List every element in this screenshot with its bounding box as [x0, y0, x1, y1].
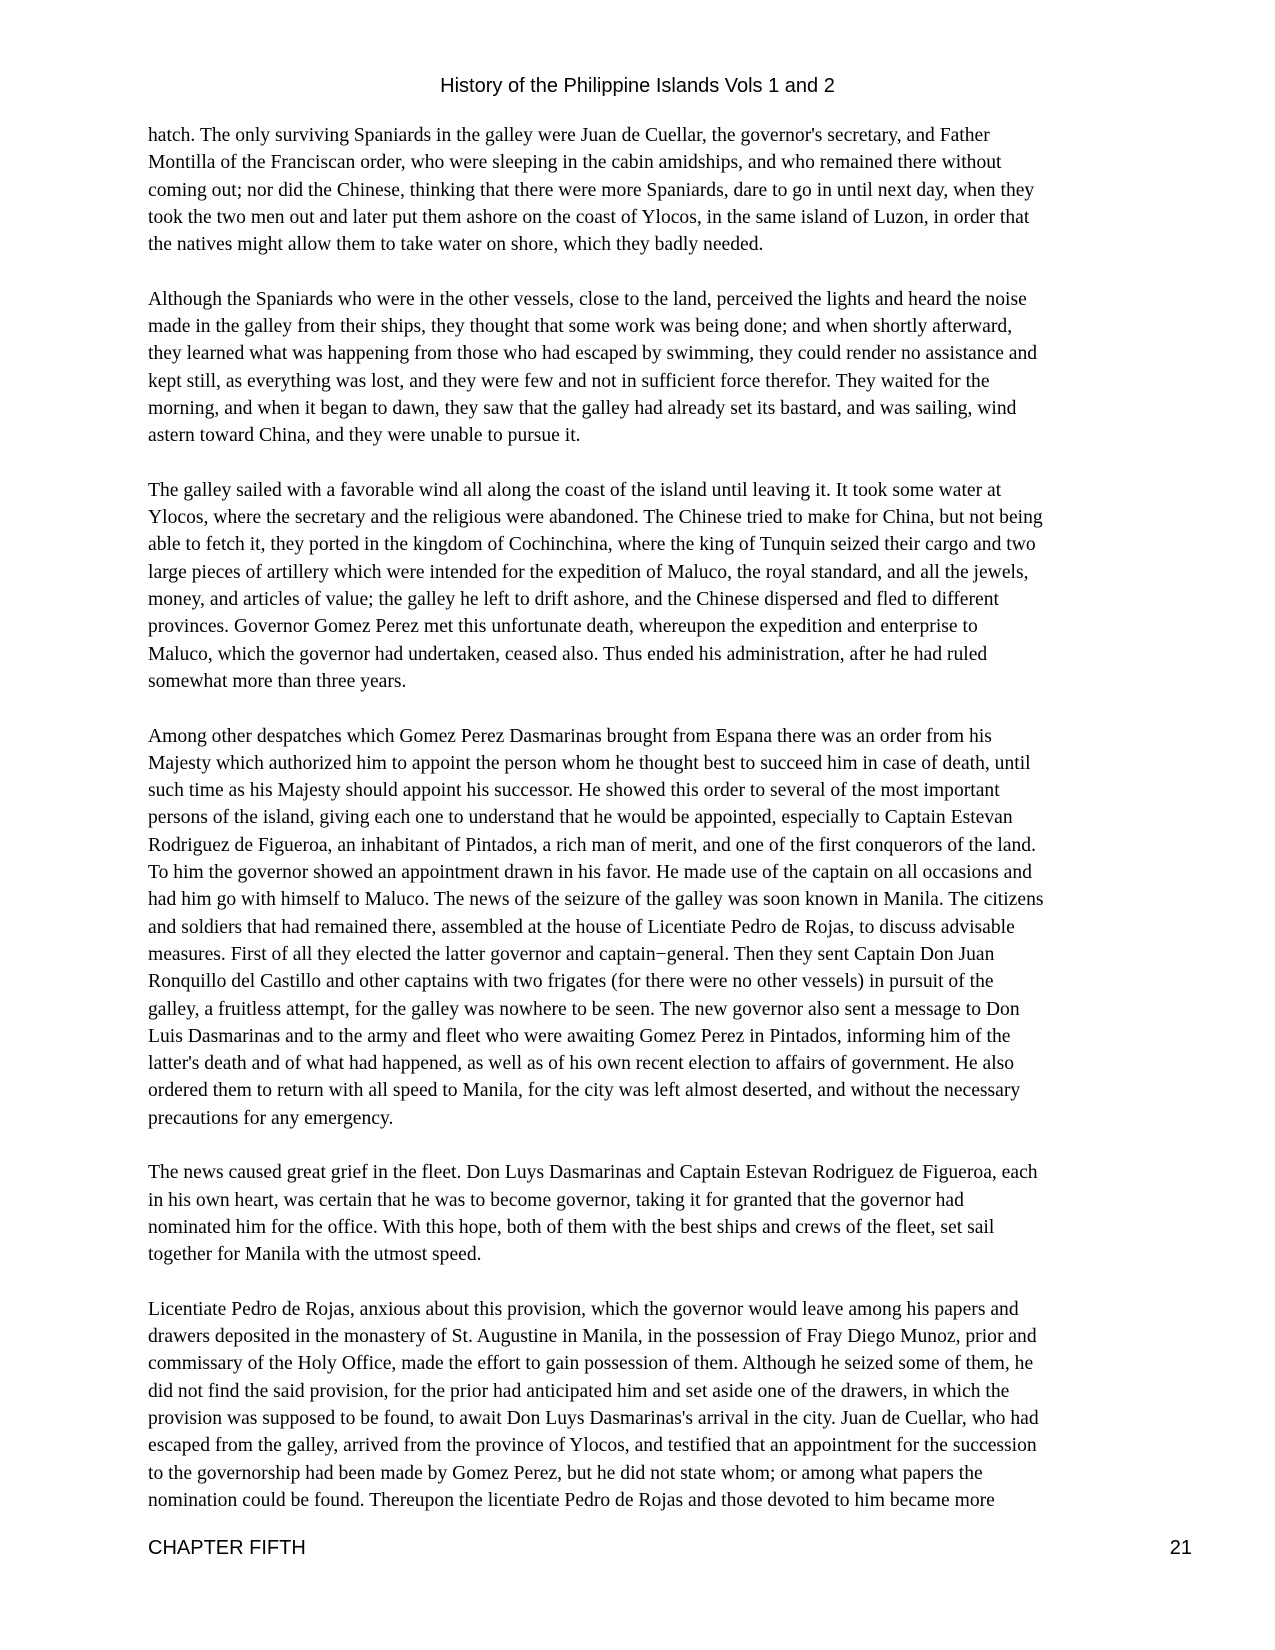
body-text [148, 122, 1192, 1514]
paragraph-3: The galley sailed with a favorable wind all along the coast of the island until leaving it. It took some water at Ylocos, where the secretary and the religious were abandoned. The Chinese tried to make for China, but not being able to fetch it, they ported in the kingdom of Cochinchina, where the king of Tunquin seized their cargo and two large pieces of artillery which were intended for the expedition of Maluco, the royal standard, and all the jewels, money, and articles of value; the galley he left to drift ashore, and the Chinese dispersed and fled to different provinces. Governor Gomez Perez met this unfortunate death, whereupon the expedition and enterprise to Maluco, which the governor had undertaken, ceased also. Thus ended his administration, after he had ruled somewhat more than three years. [148, 479, 1043, 692]
paragraph-4: Among other despatches which Gomez Perez Dasmarinas brought from Espana there was an order from his Majesty which authorized him to appoint the person whom he thought best to succeed him in case of death, until such time as his Majesty should appoint his successor. He showed this order to several of the most important persons of the island, giving each one to understand that he would be appointed, especially to Captain Estevan Rodriguez de Figueroa, an inhabitant of Pintados, a rich man of merit, and one of the first conquerors of the land. To him the governor showed an appointment drawn in his favor. He made use of the captain on all occasions and had him go with himself to Maluco. The news of the seizure of the galley was soon known in Manila. The citizens and soldiers that had remained there, assembled at the house of Licentiate Pedro de Rojas, to discuss advisable measures. First of all they elected the latter governor and captain−general. Then they sent Captain Don Juan Ronquillo del Castillo and other captains with two frigates (for there were no other vessels) in pursuit of the galley, a fruitless attempt, for the galley was nowhere to be seen. The new governor also sent a message to Don Luis Dasmarinas and to the army and fleet who were awaiting Gomez Perez in Pintados, informing him of the latter's death and of what had happened, as well as of his own recent election to affairs of government. He also ordered them to return with all speed to Manila, for the city was left almost deserted, and without the necessary precautions for any emergency. [148, 725, 1044, 1129]
paragraph-2: Although the Spaniards who were in the other vessels, close to the land, perceived the lights and heard the noise made in the galley from their ships, they thought that some work was being done; and when shortly afterward, they learned what was happening from those who had escaped by swimming, they could render no assistance and kept still, as everything was lost, and they were few and not in sufficient force therefor. They waited for the morning, and when it began to dawn, they saw that the galley had already set its bastard, and was sailing, wind astern toward China, and they were unable to pursue it. [148, 288, 1038, 447]
paragraph-1: hatch. The only surviving Spaniards in the galley were Juan de Cuellar, the governor's secretary, and Father Montilla of the Franciscan order, who were sleeping in the cabin amidships, and who remained there without coming out; nor did the Chinese, thinking that there were more Spaniards, dare to go in until next day, when they took the two men out and later put them ashore on the coast of Ylocos, in the same island of Luzon, in order that the natives might allow them to take water on shore, which they badly needed. [148, 125, 1035, 256]
paragraph-5: The news caused great grief in the fleet. Don Luys Dasmarinas and Captain Estevan Rodriguez de Figueroa, each in his own heart, was certain that he was to become governor, taking it for granted that the governor had nominated him for the office. With this hope, both of them with the best ships and crews of the fleet, set sail together for Manila with the utmost speed. [148, 1162, 1038, 1266]
page-number: 21 [1169, 1537, 1192, 1559]
chapter-label: CHAPTER FIFTH [148, 1537, 306, 1559]
paragraph-6: Licentiate Pedro de Rojas, anxious about this provision, which the governor would leave among his papers and drawers deposited in the monastery of St. Augustine in Manila, in the possession of Fray Diego Munoz, prior and commissary of the Holy Office, made the effort to gain possession of them. Although he seized some of them, he did not find the said provision, for the prior had anticipated him and set aside one of the drawers, in which the provision was supposed to be found, to await Don Luys Dasmarinas's arrival in the city. Juan de Cuellar, who had escaped from the galley, arrived from the province of Ylocos, and testified that an appointment for the succession to the governorship had been made by Gomez Perez, but he did not state whom; or among what papers the nomination could be found. Thereupon the licentiate Pedro de Rojas and those devoted to him became more [148, 1298, 1039, 1511]
running-header: History of the Philippine Islands Vols 1 and 2 [440, 75, 835, 97]
